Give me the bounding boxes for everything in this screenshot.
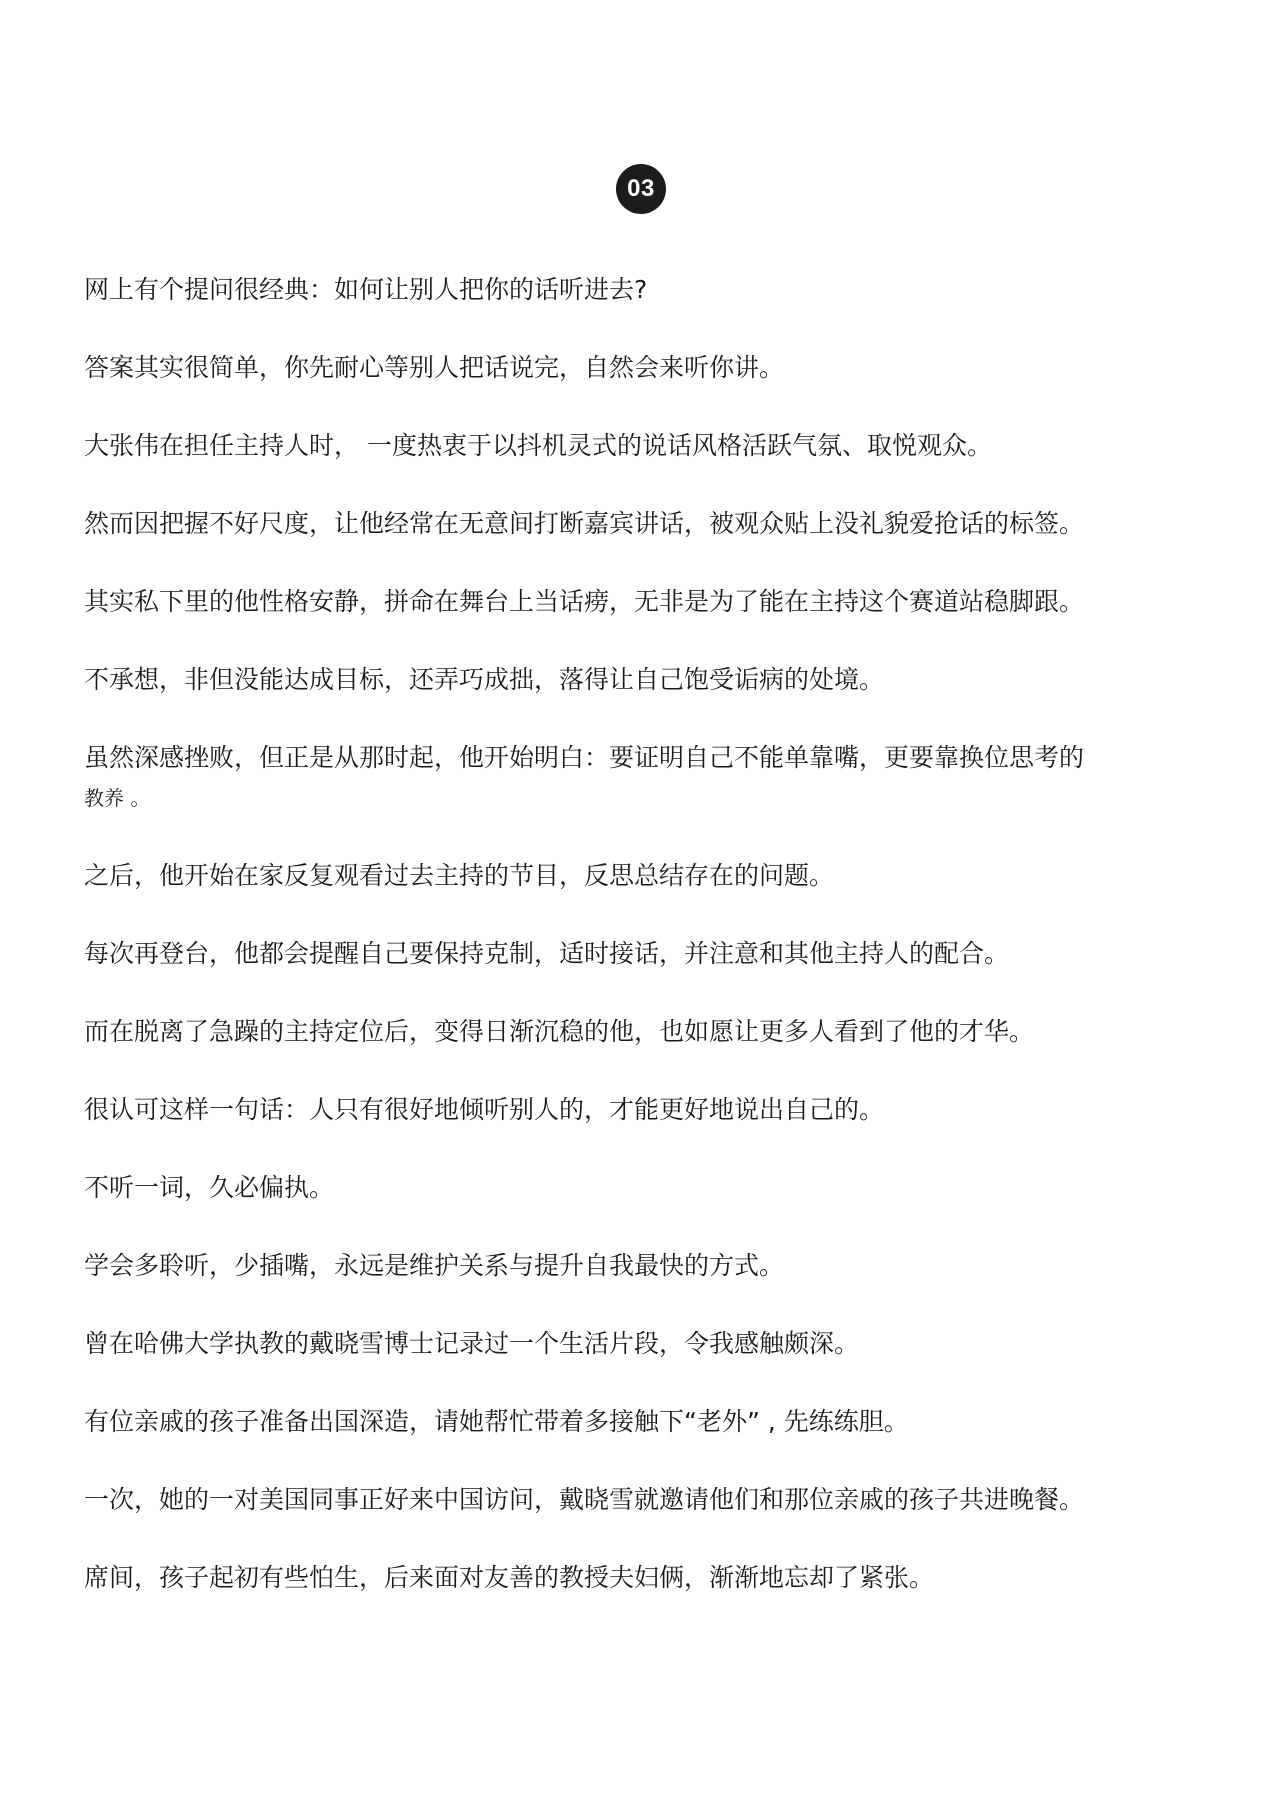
paragraph-11: 很认可这样一句话：人只有很好地倾听别人的，才能更好地说出自己的。 (84, 1095, 885, 1124)
paragraph-16: 一次，她的一对美国同事正好来中国访问，戴晓雪就邀请他们和那位亲戚的孩子共进晚餐。 (84, 1485, 1085, 1514)
paragraph-2: 答案其实很简单，你先耐心等别人把话说完，自然会来听你讲。 (84, 353, 785, 382)
paragraph-4: 然而因把握不好尺度，让他经常在无意间打断嘉宾讲话，被观众贴上没礼貌爱抢话的标签。 (84, 509, 1085, 538)
section-number-badge: 03 (616, 164, 666, 214)
paragraph-15: 有位亲戚的孩子准备出国深造，请她帮忙带着多接触下“老外” , 先练练胆。 (84, 1407, 909, 1436)
paragraph-5: 其实私下里的他性格安静，拼命在舞台上当话痨，无非是为了能在主持这个赛道站稳脚跟。 (84, 587, 1085, 616)
paragraph-14: 曾在哈佛大学执教的戴晓雪博士记录过一个生活片段，令我感触颇深。 (84, 1329, 860, 1358)
paragraph-17: 席间，孩子起初有些怕生，后来面对友善的教授夫妇俩，渐渐地忘却了紧张。 (84, 1563, 935, 1592)
paragraph-8: 之后，他开始在家反复观看过去主持的节目，反思总结存在的问题。 (84, 861, 835, 890)
paragraph-6: 不承想，非但没能达成目标，还弄巧成拙，落得让自己饱受诟病的处境。 (84, 665, 885, 694)
paragraph-7-line-2: 教养 。 (84, 786, 151, 810)
paragraph-10: 而在脱离了急躁的主持定位后，变得日渐沉稳的他，也如愿让更多人看到了他的才华。 (84, 1017, 1035, 1046)
paragraph-12: 不听一词，久必偏执。 (84, 1173, 335, 1202)
paragraph-3: 大张伟在担任主持人时， 一度热衷于以抖机灵式的说话风格活跃气氛、取悦观众。 (84, 431, 992, 460)
paragraph-1: 网上有个提问很经典：如何让别人把你的话听进去? (84, 275, 648, 304)
paragraph-7-line-1: 虽然深感挫败，但正是从那时起，他开始明白：要证明自己不能单靠嘴，更要靠换位思考的 (84, 743, 1085, 772)
paragraph-9: 每次再登台，他都会提醒自己要保持克制，适时接话，并注意和其他主持人的配合。 (84, 939, 1010, 968)
paragraph-13: 学会多聆听，少插嘴，永远是维护关系与提升自我最快的方式。 (84, 1251, 785, 1280)
article-body (84, 270, 1194, 1598)
